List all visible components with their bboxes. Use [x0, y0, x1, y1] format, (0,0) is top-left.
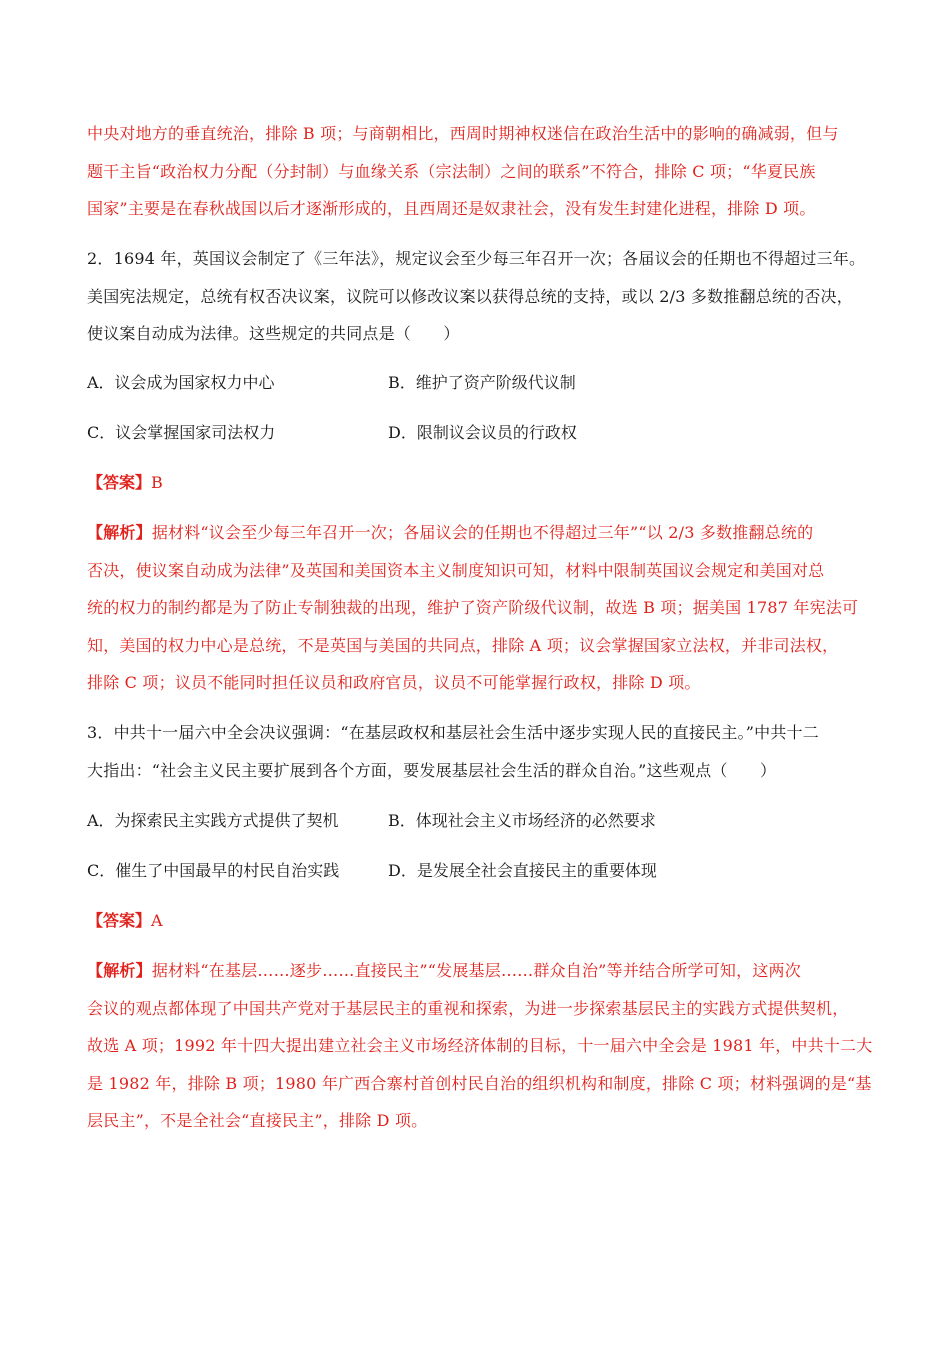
analysis-line: 统的权力的制约都是为了防止专制独裁的出现，维护了资产阶级代议制，故选 B 项；据美国 1787 年宪法可 [87, 598, 859, 617]
question-2-analysis [87, 514, 867, 702]
question-line: 3．中共十一届六中全会决议强调：“在基层政权和基层社会生活中逐步实现人民的直接民主。”中共十二 [87, 723, 819, 742]
question-3-options-row-1 [87, 806, 867, 836]
option-d: D．是发展全社会直接民主的重要体现 [388, 861, 657, 880]
prev-explanation-line: 中央对地方的垂直统治，排除 B 项；与商朝相比，西周时期神权迷信在政治生活中的影响的确减弱，但与 [87, 124, 839, 143]
option-c: C．议会掌握国家司法权力 [87, 423, 276, 442]
question-3-analysis [87, 952, 873, 1140]
analysis-line: 否决，使议案自动成为法律”及英国和美国资本主义制度知识可知，材料中限制英国议会规定和美国对总 [87, 560, 825, 580]
prev-explanation-line: 国家”主要是在春秋战国以后才逐渐形成的，且西周还是奴隶社会，没有发生封建化进程，排除 D 项。 [87, 199, 816, 218]
analysis-line: 【解析】据材料“在基层……逐步……直接民主”“发展基层……群众自治”等并结合所学可知，这两次 [87, 961, 801, 980]
analysis-tag: 【解析】 [87, 961, 152, 980]
option-a: A．为探索民主实践方式提供了契机 [87, 811, 339, 830]
analysis-line: 知，美国的权力中心是总统，不是英国与美国的共同点，排除 A 项；议会掌握国家立法权，并非司法权， [87, 635, 839, 655]
analysis-line: 故选 A 项；1992 年十四大提出建立社会主义市场经济体制的目标，十一届六中全会是 1981 年，中共十二大 [87, 1036, 873, 1055]
analysis-line: 是 1982 年，排除 B 项；1980 年广西合寨村首创村民自治的组织机构和制度，排除 C 项；材料强调的是“基 [87, 1073, 872, 1093]
question-3-options-row-2 [87, 856, 867, 886]
option-c: C．催生了中国最早的村民自治实践 [87, 861, 340, 880]
answer-value: A [151, 911, 163, 930]
analysis-line: 会议的观点都体现了中国共产党对于基层民主的重视和探索，为进一步探索基层民主的实践方式提供契机， [87, 998, 849, 1018]
question-3-stem [87, 714, 867, 789]
question-line: 大指出：“社会主义民主要扩展到各个方面，要发展基层社会生活的群众自治。”这些观点（ ） [87, 760, 777, 780]
question-2-stem [87, 240, 867, 353]
option-d: D．限制议会议员的行政权 [388, 423, 577, 442]
question-line: 2．1694 年，英国议会制定了《三年法》，规定议会至少每三年召开一次；各届议会的任期也不得超过三年。 [87, 249, 866, 268]
option-a: A．议会成为国家权力中心 [87, 373, 275, 392]
analysis-tag: 【解析】 [87, 523, 152, 542]
question-2-options-row-2 [87, 418, 867, 448]
answer-value: B [151, 473, 163, 492]
analysis-line: 层民主”，不是全社会“直接民主”，排除 D 项。 [87, 1111, 428, 1130]
prev-explanation [87, 115, 867, 228]
question-3-answer [87, 906, 867, 936]
analysis-line: 【解析】据材料“议会至少每三年召开一次；各届议会的任期也不得超过三年”“以 2/3 多数推翻总统的 [87, 523, 814, 542]
option-b: B．体现社会主义市场经济的必然要求 [388, 811, 656, 830]
question-line: 使议案自动成为法律。这些规定的共同点是（ ） [87, 324, 460, 343]
question-2-answer [87, 468, 867, 498]
prev-explanation-line: 题干主旨“政治权力分配（分封制）与血缘关系（宗法制）之间的联系”不符合，排除 C 项；“华夏民族 [87, 161, 816, 181]
answer-tag: 【答案】 [87, 911, 152, 930]
analysis-line: 排除 C 项；议员不能同时担任议员和政府官员，议员不可能掌握行政权，排除 D 项。 [87, 673, 701, 692]
question-line: 美国宪法规定，总统有权否决议案，议院可以修改议案以获得总统的支持，或以 2/3 多数推翻总统的否决， [87, 286, 853, 306]
option-b: B．维护了资产阶级代议制 [388, 373, 576, 392]
answer-tag: 【答案】 [87, 473, 152, 492]
question-2-options-row-1 [87, 368, 867, 398]
